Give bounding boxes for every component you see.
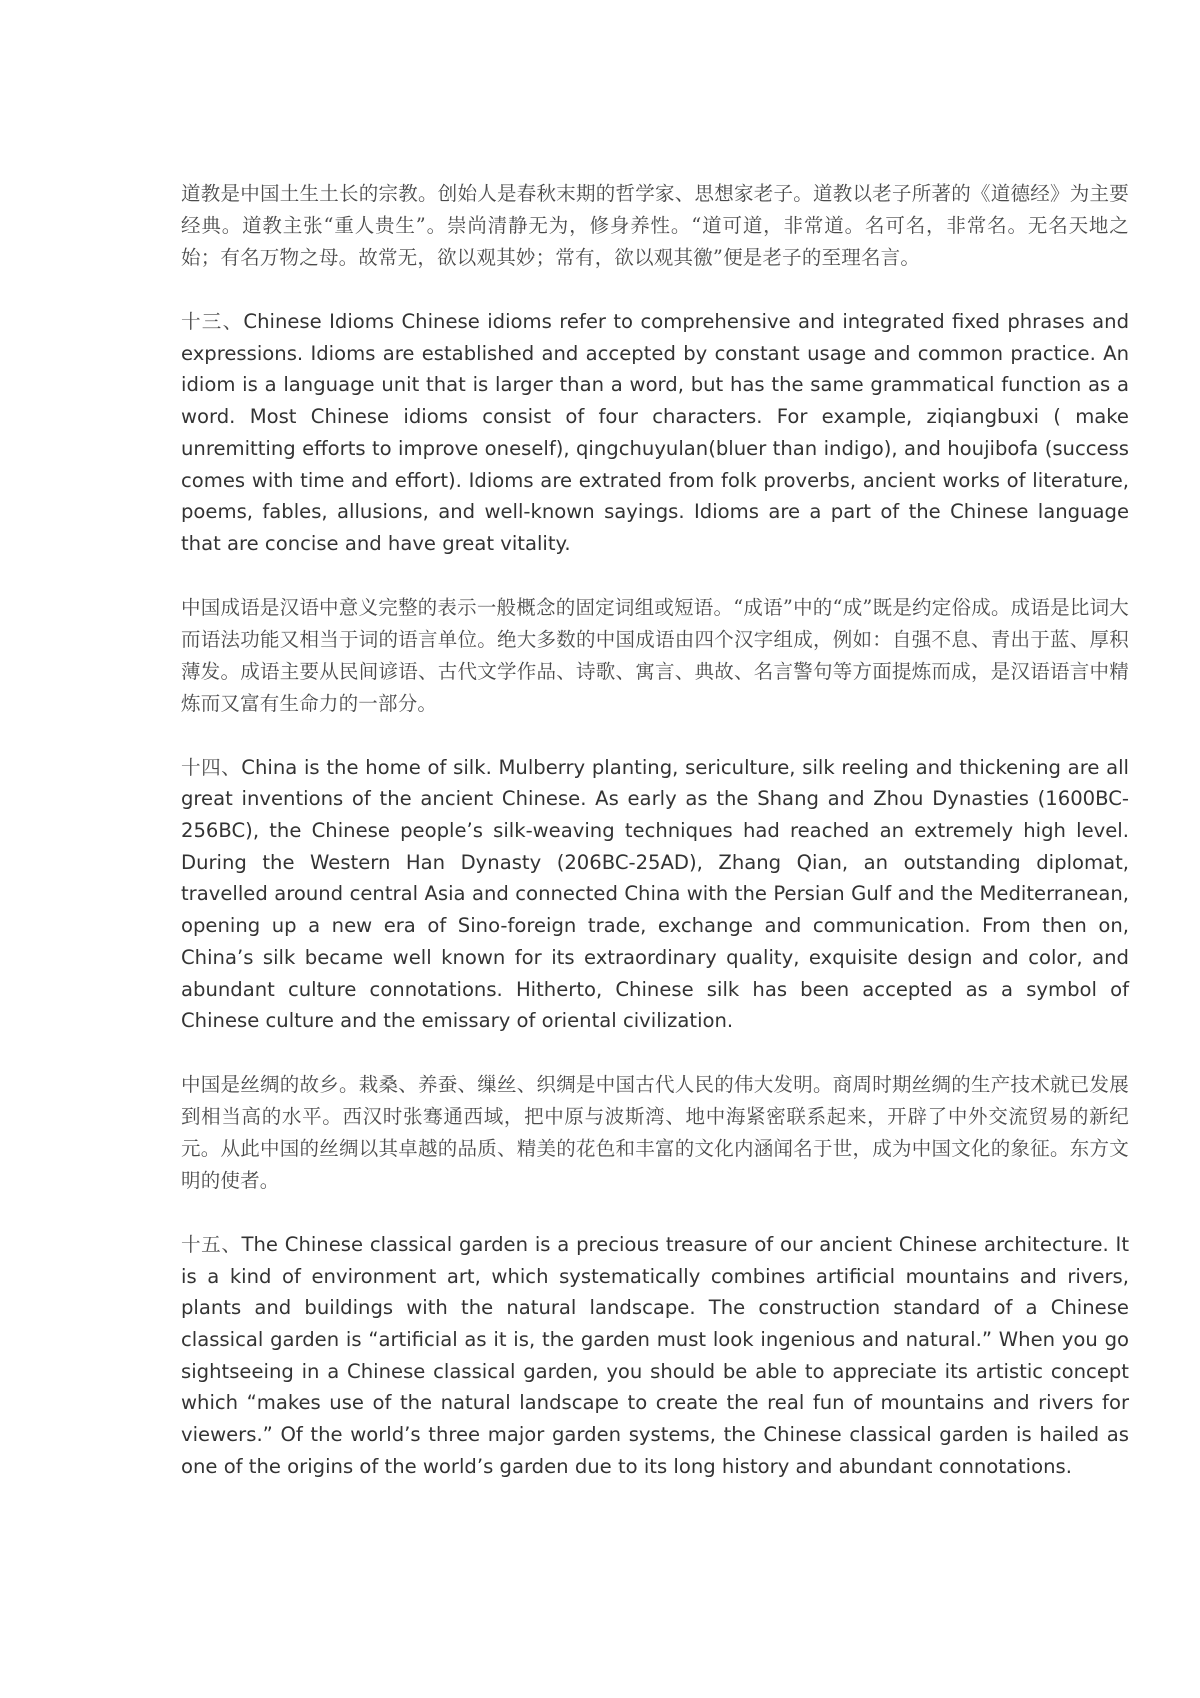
taoism-paragraph-cn: 道教是中国土生土长的宗教。创始人是春秋末期的哲学家、思想家老子。道教以老子所著的《道德经》为主要经典。道教主张“重人贵生”。崇尚清静无为，修身养性。“道可道，非常道。名可名，非常名。无名天地之始；有名万物之母。故常无，欲以观其妙；常有，欲以观其徼”便是老子的至理名言。 [181,182,1129,269]
garden-text: The Chinese classical garden is a precious treasure of our ancient Chinese architecture. It is a kind of environment art, which systematically combines artificial mountains and rivers, plants and buildings with the natural landscape. The construction standard of a Chinese classical garden is “artificial as it is, the garden must look ingenious and natural.” When you go sightseeing in a Chinese classical garden, you should be able to appreciate its artistic concept which “makes use of the natural landscape to create the real fun of mountains and rivers for viewers.” Of the world’s three major garden systems, the Chinese classical garden is hailed as one of the origins of the world’s garden due to its long history and abundant connotations. [181,1232,1130,1478]
paragraph-gap [181,1197,1129,1229]
silk-paragraph-en [181,752,1129,1037]
silk-text: China is the home of silk. Mulberry planting, sericulture, silk reeling and thickening are all great inventions of the ancient Chinese. As early as the Shang and Zhou Dynasties (1600BC-256BC), the Chinese people’s silk-weaving techniques had reached an extremely high level. During the Western Han Dynasty (206BC-25AD), Zhang Qian, an outstanding diplomat, travelled around central Asia and connected China with the Persian Gulf and the Mediterranean, opening up a new era of Sino-foreign trade, exchange and communication. From then on, China’s silk became well known for its extraordinary quality, exquisite design and color, and abundant culture connotations. Hitherto, Chinese silk has been accepted as a symbol of Chinese culture and the emissary of oriental civilization. [181,755,1129,1033]
idioms-text: Chinese Idioms Chinese idioms refer to comprehensive and integrated fixed phrases and expressions. Idioms are established and accepted by constant usage and common practice. An idiom is a language unit that is larger than a word, but has the same grammatical function as a word. Most Chinese idioms consist of four characters. For example, ziqiangbuxi ( make unremitting efforts to improve oneself), qingchuyulan(bluer than indigo), and houjibofa (success comes with time and effort). Idioms are extrated from folk proverbs, ancient works of literature, poems, fables, allusions, and well-known sayings. Idioms are a part of the Chinese language that are concise and have great vitality. [181,310,1130,555]
paragraph-gap [181,720,1129,752]
garden-paragraph-en [181,1229,1129,1483]
silk-paragraph-cn: 中国是丝绸的故乡。栽桑、养蚕、缫丝、织绸是中国古代人民的伟大发明。商周时期丝绸的生产技术就已发展到相当高的水平。西汉时张骞通西域，把中原与波斯湾、地中海紧密联系起来，开辟了中外交流贸易的新纪元。从此中国的丝绸以其卓越的品质、精美的花色和丰富的文化内涵闻名于世，成为中国文化的象征。东方文明的使者。 [181,1072,1129,1192]
section-number-14: 十四、 [181,755,242,779]
paragraph-gap [181,1037,1129,1069]
section-number-13: 十三、 [181,310,244,333]
document-body [181,178,1129,1483]
idioms-paragraph-en [181,306,1129,560]
paragraph-gap [181,274,1129,306]
paragraph-gap [181,560,1129,592]
idioms-paragraph-cn: 中国成语是汉语中意义完整的表示一般概念的固定词组或短语。“成语”中的“成”既是约定俗成。成语是比词大而语法功能又相当于词的语言单位。绝大多数的中国成语由四个汉字组成，例如：自强不息、青出于蓝、厚积薄发。成语主要从民间谚语、古代文学作品、诗歌、寓言、典故、名言警句等方面提炼而成，是汉语语言中精炼而又富有生命力的一部分。 [181,595,1129,715]
section-number-15: 十五、 [181,1232,242,1256]
